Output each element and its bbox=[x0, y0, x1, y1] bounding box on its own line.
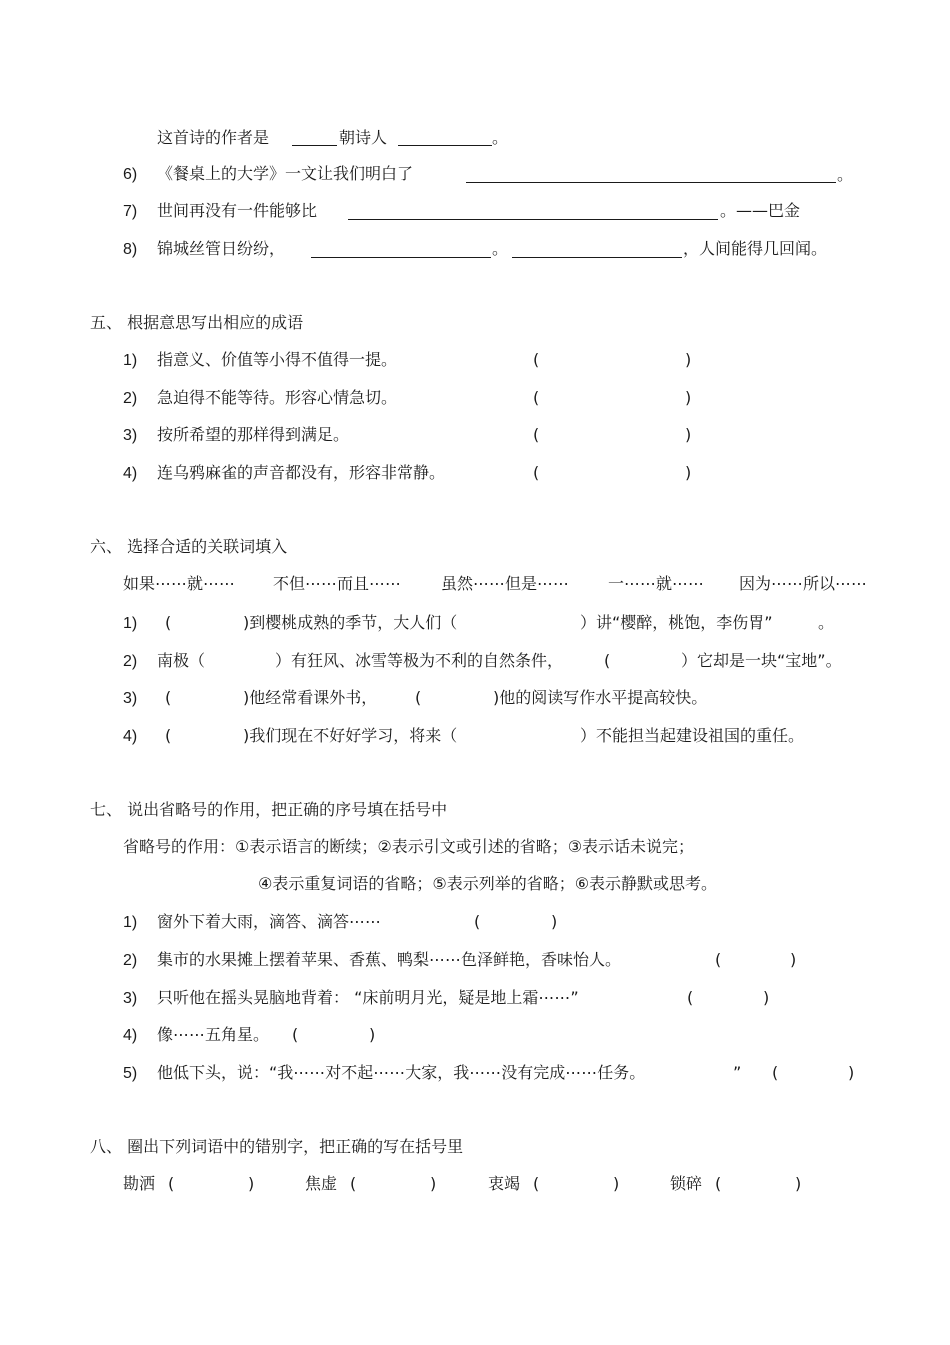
question-text: 集市的水果摊上摆着苹果、香蕉、鸭梨⋯⋯色泽鲜艳，香味怡人。 bbox=[157, 950, 622, 969]
typo-word: 衷竭 bbox=[488, 1174, 521, 1193]
bracket-open: ( bbox=[533, 388, 540, 407]
conjunction-option: 如果⋯⋯就⋯⋯ bbox=[123, 574, 236, 593]
bracket-open: ( bbox=[715, 950, 722, 969]
question-number: 6) bbox=[123, 166, 138, 183]
question-mid: 。 bbox=[492, 239, 509, 258]
dynasty-blank[interactable] bbox=[292, 145, 337, 146]
bracket-open: ( bbox=[772, 1063, 779, 1082]
question-text: 急迫得不能等待。形容心情急切。 bbox=[157, 388, 398, 407]
bracket-open: ( bbox=[168, 1174, 175, 1193]
conjunction-option: 不但⋯⋯而且⋯⋯ bbox=[273, 574, 402, 593]
question-part: ( bbox=[165, 613, 172, 632]
section-title: 八、 圈出下列词语中的错别字，把正确的写在括号里 bbox=[90, 1137, 464, 1156]
bracket-close: ) bbox=[790, 950, 797, 969]
question-part: ( bbox=[165, 726, 172, 745]
question-part: ）它却是一块“宝地”。 bbox=[681, 651, 842, 670]
question-text: 窗外下着大雨，滴答、滴答⋯⋯ bbox=[157, 912, 382, 931]
question-part: ( bbox=[415, 688, 422, 707]
bracket-open: ( bbox=[292, 1025, 299, 1044]
question-number: 3) bbox=[123, 427, 138, 444]
closing-quote: ” bbox=[733, 1063, 742, 1082]
bracket-open: ( bbox=[474, 912, 481, 931]
question-number: 4) bbox=[123, 1027, 138, 1044]
question-text: 连乌鸦麻雀的声音都没有，形容非常静。 bbox=[157, 463, 446, 482]
question-text: 《餐桌上的大学》一文让我们明白了 bbox=[157, 164, 414, 183]
question-end: 。 bbox=[837, 165, 854, 184]
question-part: ）有狂风、冰雪等极为不利的自然条件， bbox=[275, 651, 564, 670]
ellipsis-usage-list: ④表示重复词语的省略；⑤表示列举的省略；⑥表示静默或思考。 bbox=[258, 874, 718, 893]
question-number: 1) bbox=[123, 914, 138, 931]
bracket-open: ( bbox=[533, 1174, 540, 1193]
bracket-close: ) bbox=[848, 1063, 855, 1082]
question-part: ( bbox=[165, 688, 172, 707]
question-number: 2) bbox=[123, 390, 138, 407]
author-question-end: 。 bbox=[492, 128, 509, 147]
question-text: 指意义、价值等小得不值得一提。 bbox=[157, 350, 398, 369]
bracket-close: ) bbox=[685, 350, 692, 369]
bracket-close: ) bbox=[685, 388, 692, 407]
author-question-mid: 朝诗人 bbox=[339, 128, 388, 147]
question-part: )到樱桃成熟的季节，大人们（ bbox=[243, 613, 458, 632]
typo-word: 勘洒 bbox=[123, 1174, 156, 1193]
question-number: 2) bbox=[123, 952, 138, 969]
question-part: ）讲“樱醉，桃饱，李伤胃” bbox=[580, 613, 773, 632]
section-title: 七、 说出省略号的作用，把正确的序号填在括号中 bbox=[90, 800, 448, 819]
question-number: 8) bbox=[123, 241, 138, 258]
bracket-close: ) bbox=[369, 1025, 376, 1044]
answer-blank[interactable] bbox=[466, 182, 836, 183]
question-text: 锦城丝管日纷纷， bbox=[157, 239, 286, 258]
question-part: ( bbox=[604, 651, 611, 670]
section-title: 五、 根据意思写出相应的成语 bbox=[90, 313, 304, 332]
answer-blank[interactable] bbox=[311, 257, 491, 258]
bracket-open: ( bbox=[687, 988, 694, 1007]
question-number: 3) bbox=[123, 990, 138, 1007]
bracket-close: ) bbox=[551, 912, 558, 931]
question-number: 2) bbox=[123, 653, 138, 670]
bracket-open: ( bbox=[533, 350, 540, 369]
question-part: )他的阅读写作水平提高较快。 bbox=[493, 688, 708, 707]
question-number: 7) bbox=[123, 203, 138, 220]
question-number: 1) bbox=[123, 352, 138, 369]
bracket-close: ) bbox=[248, 1174, 255, 1193]
bracket-close: ) bbox=[795, 1174, 802, 1193]
question-part: ）不能担当起建设祖国的重任。 bbox=[580, 726, 805, 745]
question-number: 4) bbox=[123, 728, 138, 745]
bracket-close: ) bbox=[763, 988, 770, 1007]
question-text: 只听他在摇头晃脑地背着： “床前明月光，疑是地上霜⋯⋯” bbox=[157, 988, 579, 1007]
answer-blank[interactable] bbox=[348, 219, 718, 220]
question-part: )他经常看课外书， bbox=[243, 688, 378, 707]
question-text: 像⋯⋯五角星。 bbox=[157, 1025, 270, 1044]
ellipsis-usage-list: 省略号的作用：①表示语言的断续；②表示引文或引述的省略；③表示话未说完； bbox=[123, 837, 695, 856]
question-part: 。 bbox=[818, 613, 835, 632]
question-text: 按所希望的那样得到满足。 bbox=[157, 425, 350, 444]
section-title: 六、 选择合适的关联词填入 bbox=[90, 537, 288, 556]
bracket-open: ( bbox=[533, 425, 540, 444]
typo-word: 锁碎 bbox=[670, 1174, 703, 1193]
question-number: 4) bbox=[123, 465, 138, 482]
question-text: 世间再没有一件能够比 bbox=[157, 201, 318, 220]
question-end: 。——巴金 bbox=[720, 201, 801, 220]
question-text: 他低下头，说：“我⋯⋯对不起⋯⋯大家，我⋯⋯没有完成⋯⋯任务。 bbox=[157, 1063, 646, 1082]
question-number: 1) bbox=[123, 615, 138, 632]
question-number: 5) bbox=[123, 1065, 138, 1082]
question-end: ，人间能得几回闻。 bbox=[683, 239, 828, 258]
bracket-close: ) bbox=[613, 1174, 620, 1193]
answer-blank[interactable] bbox=[512, 257, 682, 258]
bracket-close: ) bbox=[685, 463, 692, 482]
conjunction-option: 一⋯⋯就⋯⋯ bbox=[608, 574, 705, 593]
conjunction-option: 虽然⋯⋯但是⋯⋯ bbox=[441, 574, 570, 593]
bracket-open: ( bbox=[533, 463, 540, 482]
bracket-open: ( bbox=[715, 1174, 722, 1193]
typo-word: 焦虚 bbox=[305, 1174, 338, 1193]
bracket-close: ) bbox=[430, 1174, 437, 1193]
conjunction-option: 因为⋯⋯所以⋯⋯ bbox=[739, 574, 868, 593]
bracket-open: ( bbox=[350, 1174, 357, 1193]
question-number: 3) bbox=[123, 690, 138, 707]
author-question-prefix: 这首诗的作者是 bbox=[157, 128, 270, 147]
question-part: )我们现在不好好学习，将来（ bbox=[243, 726, 458, 745]
bracket-close: ) bbox=[685, 425, 692, 444]
question-part: 南极（ bbox=[157, 651, 206, 670]
poet-blank[interactable] bbox=[398, 145, 492, 146]
